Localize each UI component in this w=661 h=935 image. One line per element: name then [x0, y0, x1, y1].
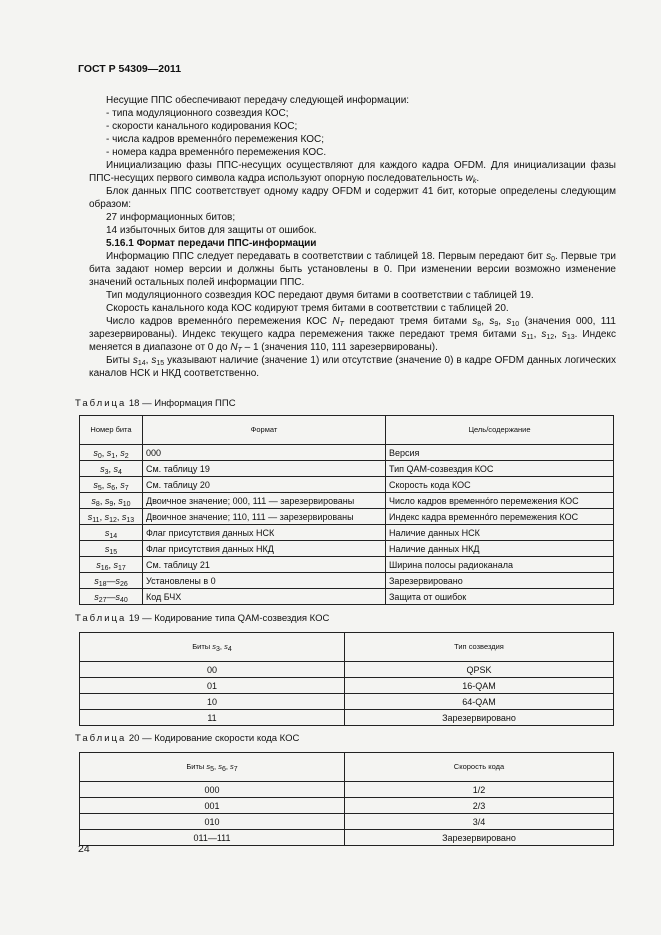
bits-cell: 000 — [80, 782, 345, 798]
table-row — [80, 509, 614, 525]
bits-cell: 01 — [80, 678, 345, 694]
format-cell: Установлены в 0 — [143, 573, 386, 589]
table-row — [80, 678, 614, 694]
purpose-cell: Число кадров временно́го перемежения КОС — [386, 493, 614, 509]
code-rate-cell: 3/4 — [345, 814, 614, 830]
list-item: - скорости канального кодирования КОС; — [106, 121, 298, 132]
table-19-caption: Таблица 19 — Кодирование типа QAM-созвездия КОС — [75, 613, 330, 624]
section-heading: 5.16.1 Формат передачи ППС-информации — [106, 238, 317, 249]
list-item: - числа кадров временно́го перемежения КОС; — [106, 134, 324, 145]
table-20 — [79, 752, 614, 846]
purpose-cell: Защита от ошибок — [386, 589, 614, 605]
table-row — [80, 710, 614, 726]
code-rate-cell: 2/3 — [345, 798, 614, 814]
table-20-header-bits: Биты $s_5$, $s_6$, $s_7$ — [80, 753, 345, 782]
table-18-header: Цель/содержание — [386, 416, 614, 445]
format-cell: Двоичное значение; 110, 111 — зарезервированы — [143, 509, 386, 525]
table-row — [80, 445, 614, 461]
code-rate-paragraph: Скорость канального кода КОС кодируют тремя битами в соответствии с таблицей 20. — [106, 303, 509, 314]
format-cell: 000 — [143, 445, 386, 461]
bit-number-cell: $s_0$, $s_1$, $s_2$ — [80, 445, 143, 461]
bits-cell: 001 — [80, 798, 345, 814]
format-cell: См. таблицу 19 — [143, 461, 386, 477]
table-18-header: Номер бита — [80, 416, 143, 445]
table-18-header: Формат — [143, 416, 386, 445]
table-row — [80, 830, 614, 846]
bits-cell: 10 — [80, 694, 345, 710]
format-cell: Флаг присутствия данных НКД — [143, 541, 386, 557]
bit-number-cell: $s_{11}$, $s_{12}$, $s_{13}$ — [80, 509, 143, 525]
bit-number-cell: $s_{16}$, $s_{17}$ — [80, 557, 143, 573]
table-row — [80, 798, 614, 814]
table-row — [80, 589, 614, 605]
format-cell: Флаг присутствия данных НСК — [143, 525, 386, 541]
table-row — [80, 477, 614, 493]
purpose-cell: Скорость кода КОС — [386, 477, 614, 493]
bits-cell: 010 — [80, 814, 345, 830]
purpose-cell: Наличие данных НСК — [386, 525, 614, 541]
data-block-paragraph: Блок данных ППС соответствует одному кадру OFDM и содержит 41 бит, которые определены следующим образом: — [89, 186, 616, 210]
table-19-header-type: Тип созвездия — [345, 633, 614, 662]
info-bits-line: 27 информационных битов; — [106, 212, 236, 223]
bit-number-cell: $s_{14}$ — [80, 525, 143, 541]
table-row — [80, 461, 614, 477]
format-cell: См. таблицу 20 — [143, 477, 386, 493]
table-row — [80, 541, 614, 557]
purpose-cell: Версия — [386, 445, 614, 461]
interleaving-paragraph: Число кадров временно́го перемежения КОС $N_T$ передают тремя битами $s_8$, $s_9$, $s_{10}$ (значения 000, 111 зарезервированы). Индекс текущего кадра перемежения также передают тремя битами $s_{11}$, $s_{12}$, $s_{13}$. Индекс меняется в диапазоне от 0 до $N_T - 1$ (значения 110, 111 зарезервированы). — [89, 316, 616, 354]
purpose-cell: Ширина полосы радиоканала — [386, 557, 614, 573]
constellation-cell: 16-QAM — [345, 678, 614, 694]
bit-number-cell: $s_8$, $s_9$, $s_{10}$ — [80, 493, 143, 509]
code-rate-cell: Зарезервировано — [345, 830, 614, 846]
code-rate-cell: 1/2 — [345, 782, 614, 798]
table-row — [80, 573, 614, 589]
bit-number-cell: $s_5$, $s_6$, $s_7$ — [80, 477, 143, 493]
table-row — [80, 694, 614, 710]
format-cell: См. таблицу 21 — [143, 557, 386, 573]
constellation-cell: Зарезервировано — [345, 710, 614, 726]
bit-number-cell: $s_{15}$ — [80, 541, 143, 557]
parity-bits-line: 14 избыточных битов для защиты от ошибок. — [106, 225, 317, 236]
table-row — [80, 557, 614, 573]
table-row — [80, 493, 614, 509]
phase-init-paragraph: Инициализацию фазы ППС-несущих осуществляют для каждого кадра OFDM. Для инициализации фазы ППС-несущих первого символа кадра используют опорную последовательность $w_k$. — [89, 160, 616, 185]
page-number: 24 — [78, 843, 90, 855]
bits-cell: 11 — [80, 710, 345, 726]
standard-header: ГОСТ Р 54309—2011 — [78, 63, 182, 75]
bit-number-cell: $s_{18}—s_{26}$ — [80, 573, 143, 589]
table-20-caption: Таблица 20 — Кодирование скорости кода КОС — [75, 733, 300, 744]
table-18-caption: Таблица 18 — Информация ППС — [75, 398, 236, 409]
table-row — [80, 525, 614, 541]
format-cell: Код БЧХ — [143, 589, 386, 605]
format-cell: Двоичное значение; 000, 111 — зарезервированы — [143, 493, 386, 509]
table-row — [80, 782, 614, 798]
flags-paragraph: Биты $s_{14}$, $s_{15}$ указывают наличие (значение 1) или отсутствие (значение 0) в кадре OFDM данных логических каналов НСК и НКД соответственно. — [89, 355, 617, 379]
list-item: - типа модуляционного созвездия КОС; — [106, 108, 289, 119]
purpose-cell: Наличие данных НКД — [386, 541, 614, 557]
purpose-cell: Тип QAM-созвездия КОС — [386, 461, 614, 477]
bit-number-cell: $s_3$, $s_4$ — [80, 461, 143, 477]
table-18 — [79, 415, 614, 605]
intro-paragraph: Несущие ППС обеспечивают передачу следующей информации: — [106, 95, 410, 106]
body-text — [75, 94, 617, 846]
list-item: - номера кадра временно́го перемежения КОС. — [106, 147, 327, 158]
purpose-cell: Зарезервировано — [386, 573, 614, 589]
constellation-cell: 64-QAM — [345, 694, 614, 710]
table-row — [80, 662, 614, 678]
table-row — [80, 814, 614, 830]
purpose-cell: Индекс кадра временно́го перемежения КОС — [386, 509, 614, 525]
bit-number-cell: $s_{27}—s_{40}$ — [80, 589, 143, 605]
table-20-header-rate: Скорость кода — [345, 753, 614, 782]
bits-cell: 011—111 — [80, 830, 345, 846]
constellation-cell: QPSK — [345, 662, 614, 678]
bits-cell: 00 — [80, 662, 345, 678]
table-19-header-bits: Биты $s_3$, $s_4$ — [80, 633, 345, 662]
qam-type-paragraph: Тип модуляционного созвездия КОС передают двумя битами в соответствии с таблицей 19. — [106, 290, 534, 301]
transmission-paragraph: Информацию ППС следует передавать в соответствии с таблицей 18. Первым передают бит $s_0$. Первые три бита задают номер версии и должны быть установлены в 0. При изменении версии возможно изменение значений остальных полей информации ППС. — [89, 251, 617, 288]
table-19 — [79, 632, 614, 726]
